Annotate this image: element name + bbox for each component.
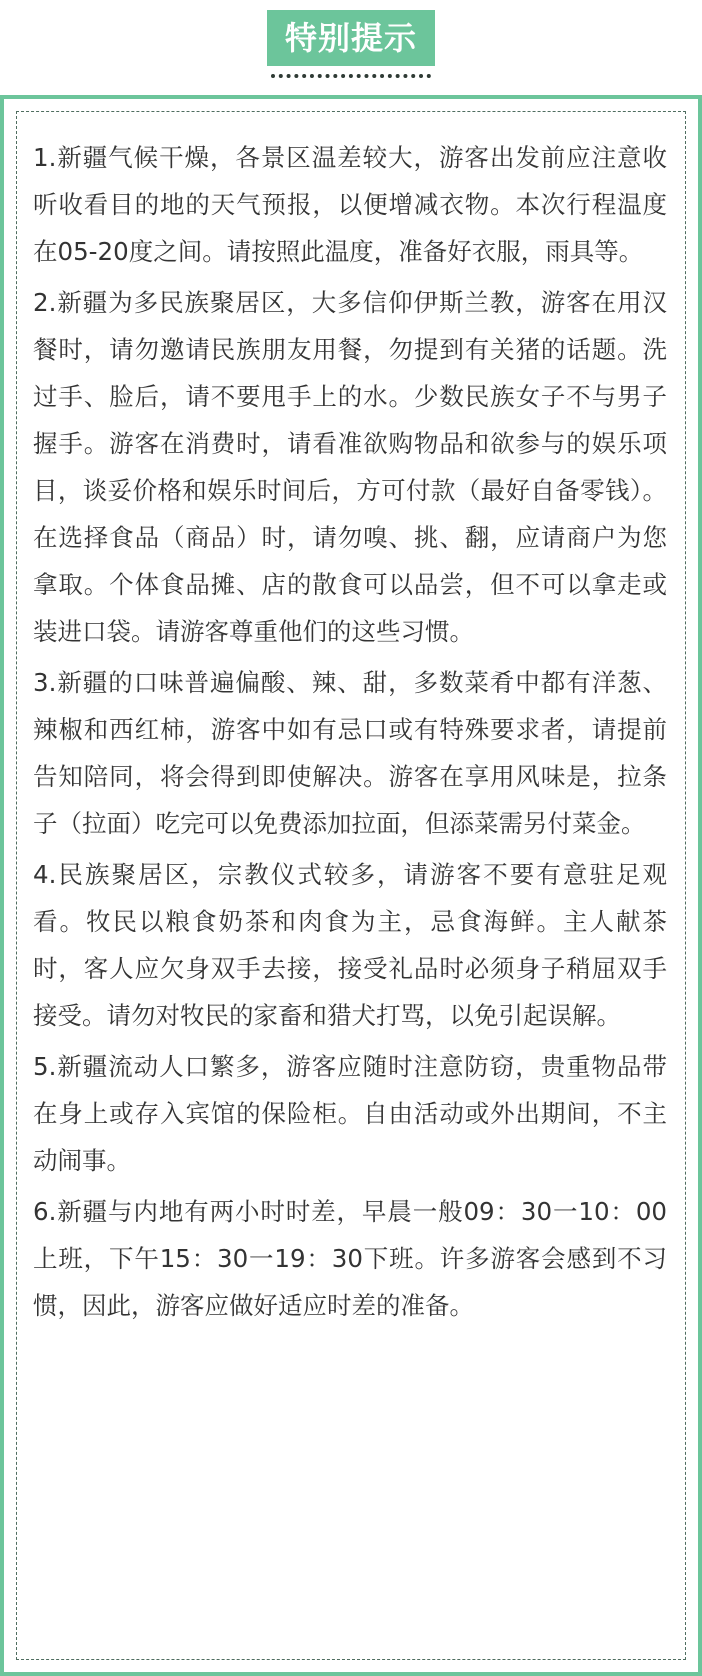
notice-inner-frame: [16, 111, 686, 1660]
tip-item-6: 6.新疆与内地有两小时时差，早晨一般09：30一10：00上班，下午15：30一19：30下班。许多游客会感到不习惯，因此，游客应做好适应时差的准备。: [33, 1197, 667, 1320]
tip-item-3: 3.新疆的口味普遍偏酸、辣、甜，多数菜肴中都有洋葱、辣椒和西红柿，游客中如有忌口或有特殊要求者，请提前告知陪同，将会得到即使解决。游客在享用风味是，拉条子（拉面）吃完可以免费添加拉面，但添菜需另付菜金。: [33, 668, 667, 838]
title-underline-dots: [271, 74, 431, 78]
notice-frame: [0, 95, 702, 1676]
tip-item-4: 4.民族聚居区，宗教仪式较多，请游客不要有意驻足观看。牧民以粮食奶茶和肉食为主，忌食海鲜。主人献茶时，客人应欠身双手去接，接受礼品时必须身子稍屈双手接受。请勿对牧民的家畜和猎犬打骂，以免引起误解。: [33, 860, 667, 1030]
notice-content: [33, 134, 667, 1333]
tip-item-1: 1.新疆气候干燥，各景区温差较大，游客出发前应注意收听收看目的地的天气预报，以便增减衣物。本次行程温度在05-20度之间。请按照此温度，准备好衣服，雨具等。: [33, 143, 667, 266]
page-title: 特别提示: [267, 10, 435, 66]
tip-item-5: 5.新疆流动人口繁多，游客应随时注意防窃，贵重物品带在身上或存入宾馆的保险柜。自由活动或外出期间，不主动闹事。: [33, 1052, 667, 1175]
header: [0, 10, 702, 78]
tip-item-2: 2.新疆为多民族聚居区，大多信仰伊斯兰教，游客在用汉餐时，请勿邀请民族朋友用餐，勿提到有关猪的话题。洗过手、脸后，请不要甩手上的水。少数民族女子不与男子握手。游客在消费时，请看准欲购物品和欲参与的娱乐项目，谈妥价格和娱乐时间后，方可付款（最好自备零钱）。在选择食品（商品）时，请勿嗅、挑、翻，应请商户为您拿取。个体食品摊、店的散食可以品尝，但不可以拿走或装进口袋。请游客尊重他们的这些习惯。: [33, 288, 667, 646]
